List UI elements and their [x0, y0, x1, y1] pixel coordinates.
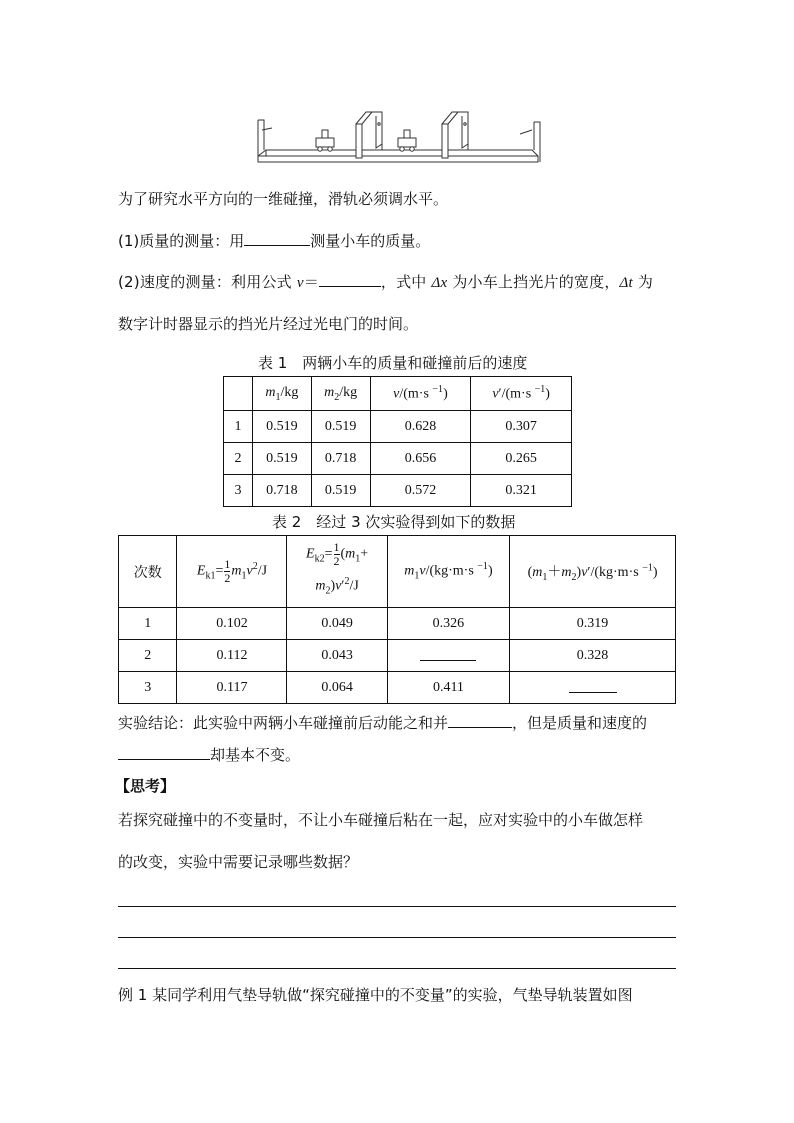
table1-cell: 3 — [224, 475, 253, 507]
table2-row — [119, 640, 676, 672]
table1-cell: 0.519 — [311, 475, 370, 507]
table1 — [223, 376, 572, 507]
table2-row — [119, 672, 676, 704]
table2-cell: 0.043 — [287, 640, 387, 672]
answer-line[interactable] — [118, 968, 676, 969]
table2-blank-cell[interactable] — [510, 672, 676, 704]
table2-cell: 0.049 — [287, 608, 387, 640]
table2 — [118, 535, 676, 704]
conclusion-line2 — [118, 744, 300, 765]
table1-cell: 2 — [224, 443, 253, 475]
answer-line[interactable] — [118, 937, 676, 938]
table1-cell: 0.519 — [252, 443, 311, 475]
table1-cell: 0.628 — [370, 411, 471, 443]
table1-cell: 0.718 — [252, 475, 311, 507]
table1-row — [224, 411, 572, 443]
q2-after2: 为小车上挡光片的宽度， — [452, 273, 620, 291]
table2-header-ek1: $E_{k1}=$ $\frac{1}{2}$ $m_1v^2/J$ — [177, 536, 287, 608]
air-track-apparatus-figure — [252, 100, 542, 168]
table2-blank-total[interactable] — [569, 678, 617, 693]
table1-cell: 0.656 — [370, 443, 471, 475]
table2-header-m1v: $m_1v/(kg\cdot m\cdot s$ $^{-1}$) — [387, 536, 509, 608]
table2-cell: 0.112 — [177, 640, 287, 672]
conclusion-before: 实验结论：此实验中两辆小车碰撞前后动能之和并 — [118, 714, 449, 732]
conclusion-line2-text: 却基本不变。 — [210, 746, 301, 764]
table2-cell: 0.102 — [177, 608, 287, 640]
example-1-text: 例 1 某同学利用气垫导轨做“探究碰撞中的不变量”的实验，气垫导轨装置如图 — [118, 986, 633, 1004]
conclusion-after: ，但是质量和速度的 — [512, 714, 648, 732]
q2-blank[interactable] — [319, 272, 381, 287]
q2-eq: ＝ — [303, 273, 319, 291]
question-2 — [118, 271, 653, 292]
intro-text: 为了研究水平方向的一维碰撞，滑轨必须调水平。 — [118, 190, 449, 208]
table1-caption: 表 1 两辆小车的质量和碰撞前后的速度 — [258, 354, 528, 372]
q2-after1: ，式中 — [380, 273, 427, 291]
think-question-line2: 的改变，实验中需要记录哪些数据？ — [118, 853, 359, 871]
table2-cell: 1 — [119, 608, 177, 640]
q2-before: (2)速度的测量：利用公式 — [118, 273, 292, 291]
table2-header-total: $(m_1+m_2)v'/(kg\cdot m\cdot s$ $^{-1}$) — [510, 536, 676, 608]
q1-before: (1)质量的测量：用 — [118, 232, 245, 250]
table2-cell: 3 — [119, 672, 177, 704]
q2-var-v: v — [296, 275, 304, 291]
table1-row — [224, 475, 572, 507]
conclusion-blank-1[interactable] — [448, 713, 512, 728]
table1-row — [224, 443, 572, 475]
table2-row — [119, 608, 676, 640]
table1-cell: 0.572 — [370, 475, 471, 507]
table1-cell: 0.307 — [471, 411, 572, 443]
table1-header-m2: $m_2/kg$ — [311, 377, 370, 411]
table2-blank-m1v[interactable] — [420, 646, 476, 661]
table2-cell: 0.411 — [387, 672, 509, 704]
q2-after3: 为 — [637, 273, 654, 291]
think-title: 【思考】 — [115, 777, 176, 795]
table1-cell: 0.519 — [252, 411, 311, 443]
question-2-line2: 数字计时器显示的挡光片经过光电门的时间。 — [118, 315, 419, 333]
table1-header-vp: v′/(m·s $^{-1}$) — [471, 377, 572, 411]
table1-header-empty — [224, 377, 253, 411]
q2-dt: Δt — [619, 275, 633, 291]
table1-cell: 0.321 — [471, 475, 572, 507]
table1-cell: 1 — [224, 411, 253, 443]
question-1 — [118, 230, 430, 251]
table2-header-ek2: $E_{k2}=$ $\frac{1}{2}$ ($m_1+$ $m_2)v'^2/J$ — [287, 536, 387, 608]
table2-cell: 0.328 — [510, 640, 676, 672]
conclusion-line1 — [118, 712, 647, 733]
q2-dx: Δx — [431, 275, 448, 291]
table2-cell: 0.319 — [510, 608, 676, 640]
table1-cell: 0.265 — [471, 443, 572, 475]
table2-cell: 0.326 — [387, 608, 509, 640]
conclusion-blank-2[interactable] — [118, 745, 210, 760]
table2-cell: 0.117 — [177, 672, 287, 704]
q1-blank[interactable] — [244, 231, 310, 246]
q1-after: 测量小车的质量。 — [310, 232, 431, 250]
answer-line[interactable] — [118, 906, 676, 907]
table1-cell: 0.519 — [311, 411, 370, 443]
table1-header-v: v/(m·s $^{-1}$) — [370, 377, 471, 411]
table1-cell: 0.718 — [311, 443, 370, 475]
think-question-line1: 若探究碰撞中的不变量时，不让小车碰撞后粘在一起，应对实验中的小车做怎样 — [118, 811, 644, 829]
table1-header-m1: $m_1/kg$ — [252, 377, 311, 411]
table2-blank-cell[interactable] — [387, 640, 509, 672]
table2-cell: 0.064 — [287, 672, 387, 704]
table2-caption: 表 2 经过 3 次实验得到如下的数据 — [272, 513, 516, 531]
table2-header-count: 次数 — [119, 536, 177, 608]
table2-cell: 2 — [119, 640, 177, 672]
